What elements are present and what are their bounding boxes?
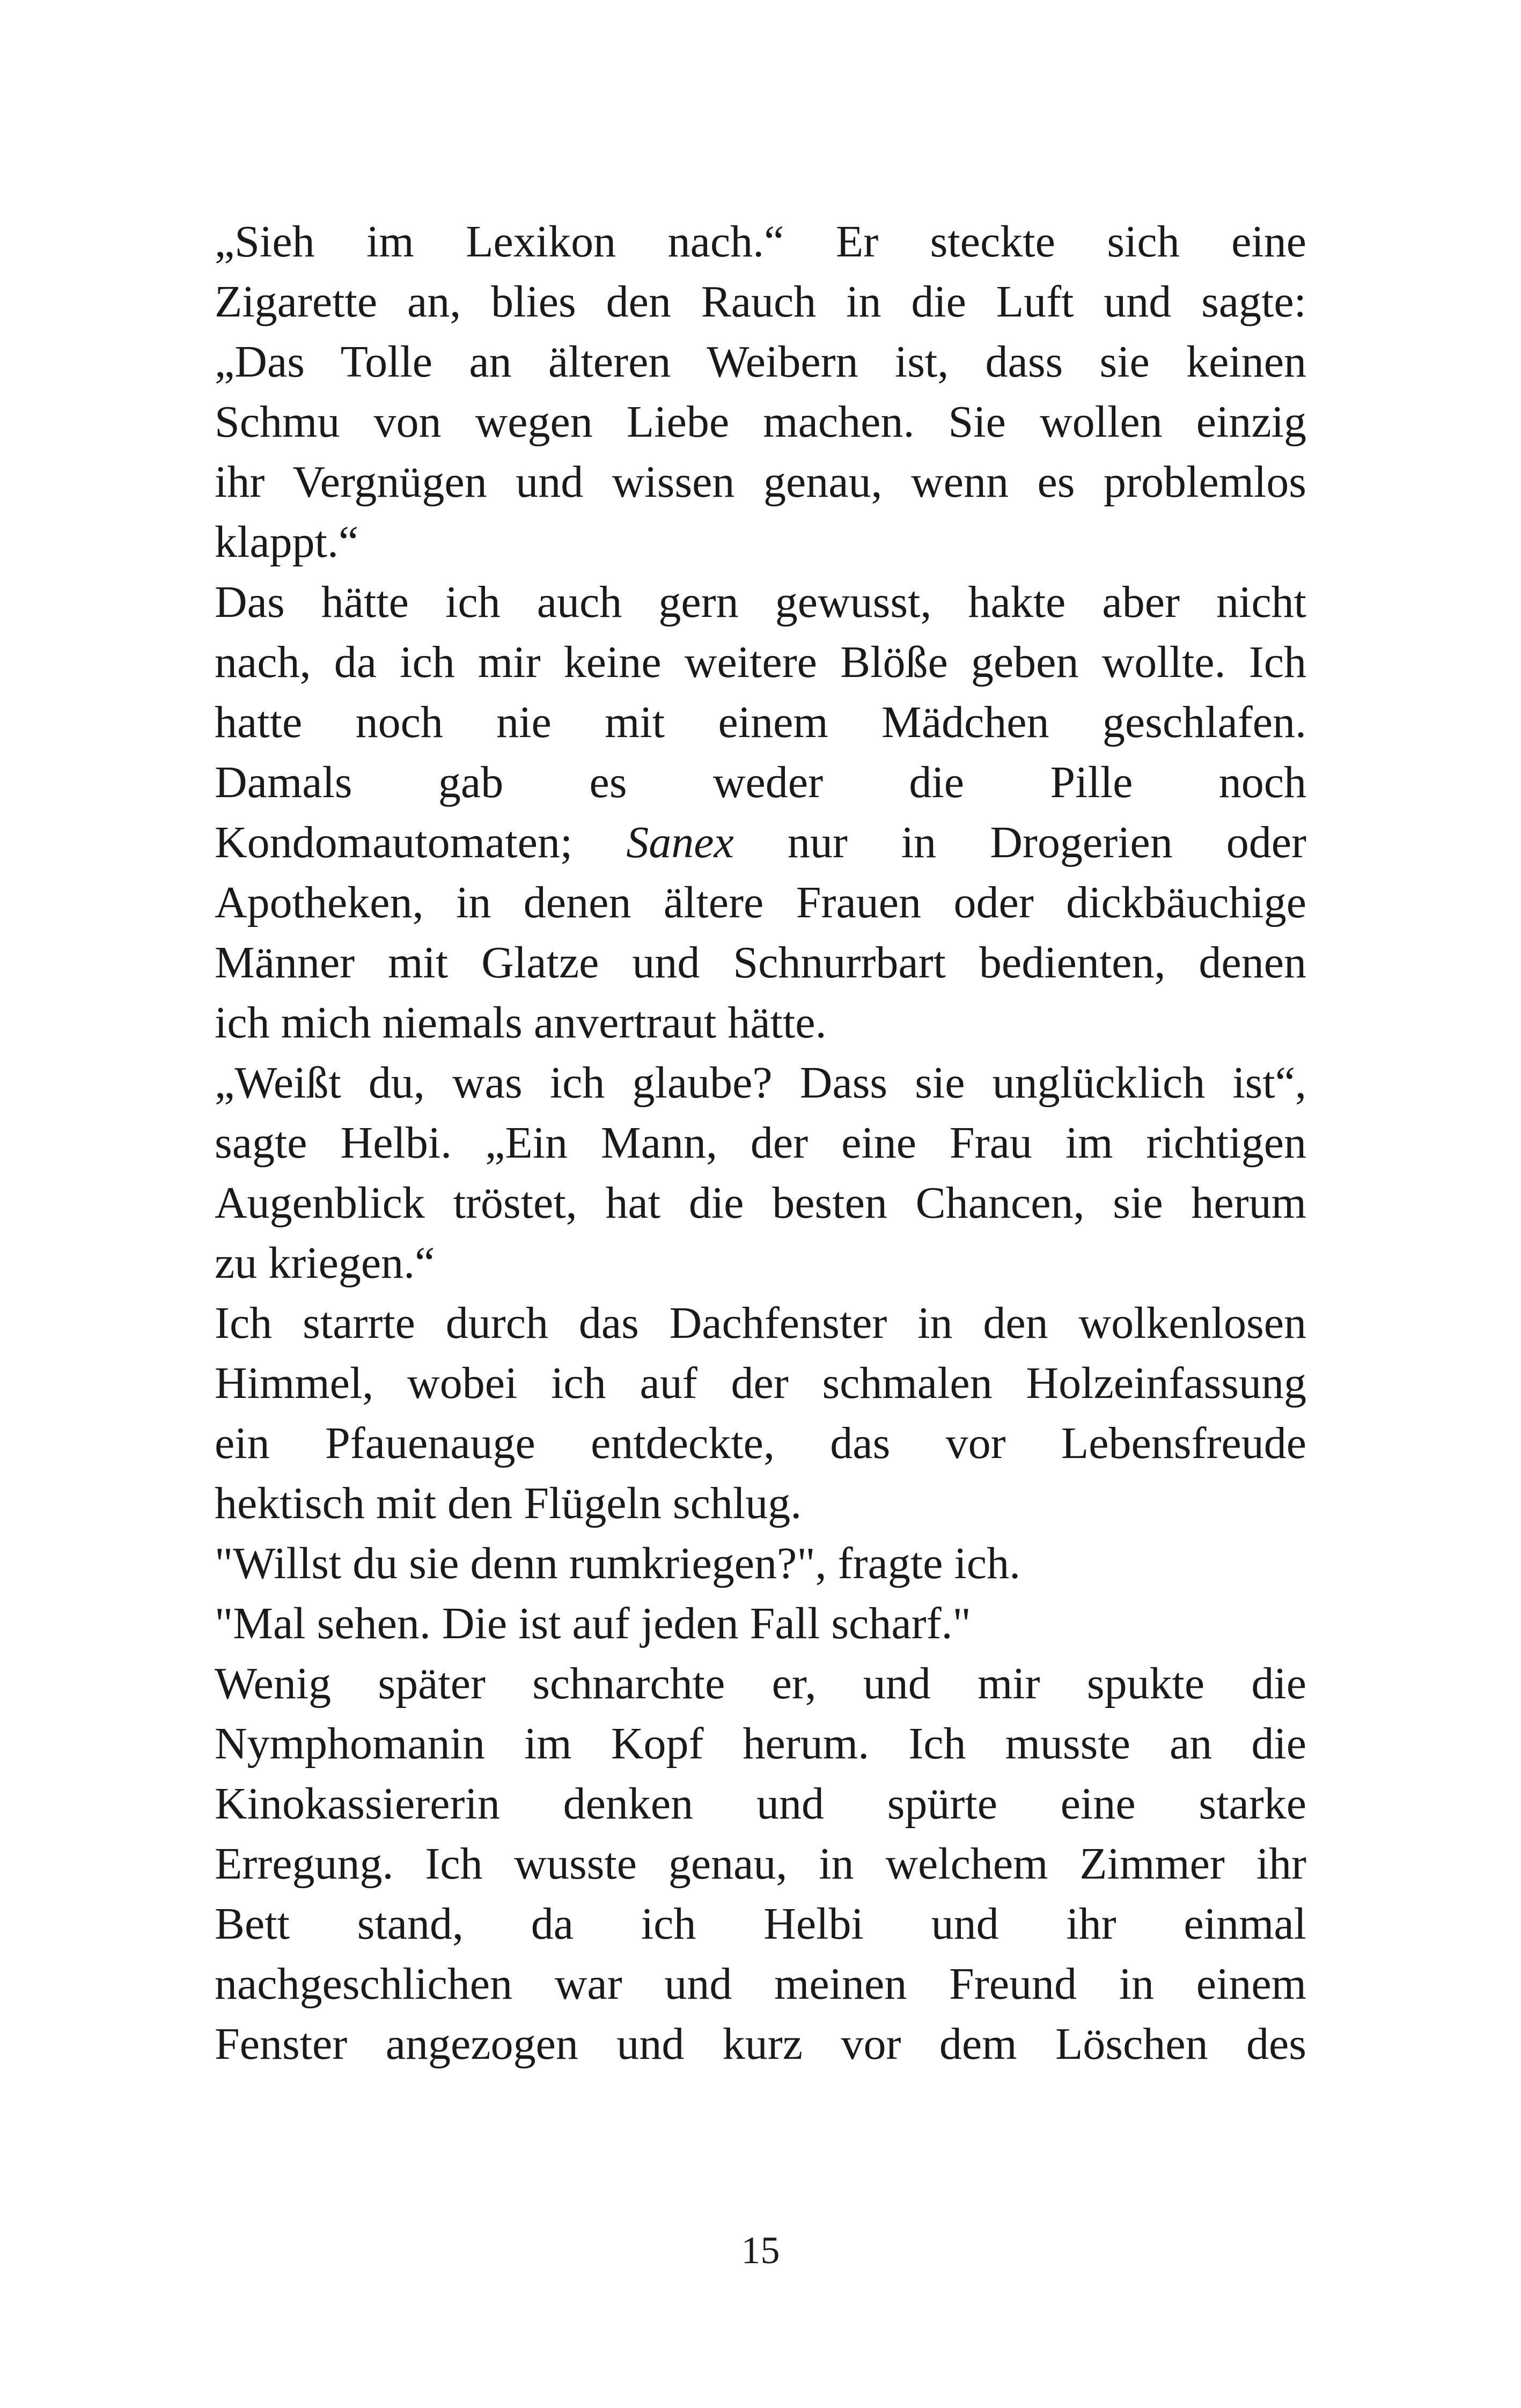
text-line: ich mich niemals anvertraut hätte. <box>215 998 827 1048</box>
text-line: Wenig später schnarchte er, und mir spukte die <box>215 1659 1306 1709</box>
body-text <box>215 212 1306 2074</box>
text-line: Männer mit Glatze und Schnurrbart bedienten, denen <box>215 938 1306 988</box>
text-line: ihr Vergnügen und wissen genau, wenn es problemlos <box>215 457 1306 507</box>
page-number: 15 <box>741 2229 780 2272</box>
text-line <box>215 813 1306 873</box>
text-line: Kinokassiererin denken und spürte eine starke <box>215 1779 1306 1829</box>
text-line: Zigarette an, blies den Rauch in die Luft und sagte: <box>215 277 1306 327</box>
text-line: zu kriegen.“ <box>215 1238 435 1288</box>
text-segment: Kondomautomaten; <box>215 818 627 867</box>
text-line: "Mal sehen. Die ist auf jeden Fall scharf." <box>215 1599 971 1648</box>
text-line: Apotheken, in denen ältere Frauen oder dickbäuchige <box>215 878 1306 927</box>
text-line: Fenster angezogen und kurz vor dem Löschen des <box>215 2019 1306 2069</box>
text-line: Ich starrte durch das Dachfenster in den wolkenlosen <box>215 1298 1306 1348</box>
text-line: „Das Tolle an älteren Weibern ist, dass sie keinen <box>215 337 1306 387</box>
text-line: Damals gab es weder die Pille noch <box>215 757 1306 807</box>
text-line: ein Pfauenauge entdeckte, das vor Lebensfreude <box>215 1418 1306 1468</box>
text-line: „Weißt du, was ich glaube? Dass sie unglücklich ist“, <box>215 1058 1306 1108</box>
text-line: Nymphomanin im Kopf herum. Ich musste an die <box>215 1719 1306 1769</box>
text-line: Augenblick tröstet, hat die besten Chancen, sie herum <box>215 1178 1306 1228</box>
text-line: "Willst du sie denn rumkriegen?", fragte ich. <box>215 1538 1021 1588</box>
text-segment: nur in Drogerien oder <box>733 818 1307 867</box>
text-line: klappt.“ <box>215 517 359 567</box>
text-line: Erregung. Ich wusste genau, in welchem Zimmer ihr <box>215 1839 1306 1889</box>
text-line: hatte noch nie mit einem Mädchen geschlafen. <box>215 697 1306 747</box>
text-line: Himmel, wobei ich auf der schmalen Holzeinfassung <box>215 1358 1306 1408</box>
text-line: sagte Helbi. „Ein Mann, der eine Frau im richtigen <box>215 1118 1306 1168</box>
text-line: „Sieh im Lexikon nach.“ Er steckte sich eine <box>215 217 1306 267</box>
text-line: hektisch mit den Flügeln schlug. <box>215 1478 802 1528</box>
text-line: Das hätte ich auch gern gewusst, hakte aber nicht <box>215 577 1306 627</box>
text-line: Schmu von wegen Liebe machen. Sie wollen einzig <box>215 397 1306 447</box>
text-line: nach, da ich mir keine weitere Blöße geben wollte. Ich <box>215 637 1306 687</box>
text-line: Bett stand, da ich Helbi und ihr einmal <box>215 1899 1306 1949</box>
text-line: nachgeschlichen war und meinen Freund in einem <box>215 1959 1306 2009</box>
italic-brand-name: Sanex <box>626 818 734 867</box>
